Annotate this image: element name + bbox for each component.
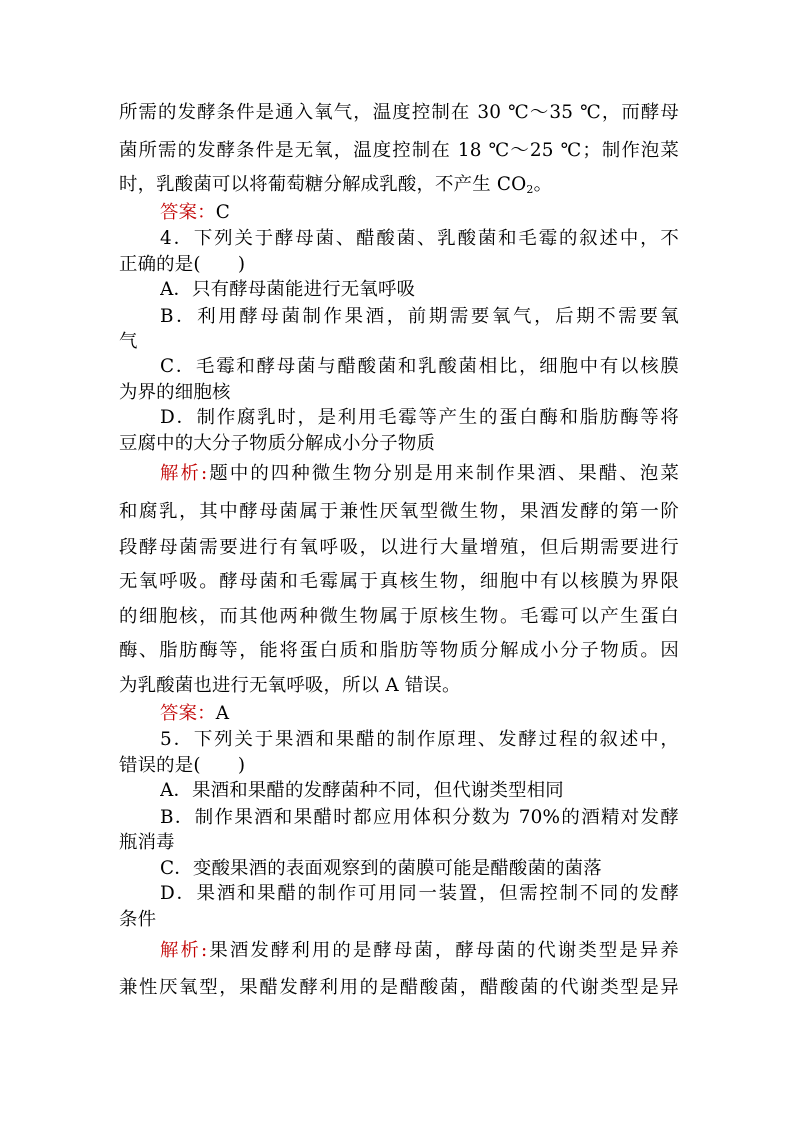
- option-d: 条件: [119, 909, 157, 930]
- option-c: 为界的细胞核: [119, 382, 231, 403]
- subscript: 2: [526, 183, 534, 196]
- question-stem: 5．下列关于果酒和果醋的制作原理、发酵过程的叙述中，: [160, 729, 679, 750]
- option-b: B．利用酵母菌制作果酒，前期需要氧气，后期不需要氧: [160, 306, 679, 327]
- option-d: 豆腐中的大分子物质分解成小分子物质: [119, 433, 436, 454]
- question-stem: 错误的是( ): [119, 755, 246, 776]
- option-c: C．毛霉和酵母菌与醋酸菌和乳酸菌相比，细胞中有以核膜: [160, 356, 679, 377]
- option-d: D．制作腐乳时，是利用毛霉等产生的蛋白酶和脂肪酶等将: [160, 407, 679, 428]
- answer-line: [160, 702, 679, 726]
- option-b: B．制作果酒和果醋时都应用体积分数为 70%的酒精对发酵: [160, 807, 679, 828]
- analysis-line: 的细胞核，而其他两种微生物属于原核生物。毛霉可以产生蛋白: [119, 606, 679, 627]
- analysis-label: 解析:: [160, 463, 208, 484]
- answer-value: C: [215, 202, 231, 223]
- analysis-line: 酶、脂肪酶等，能将蛋白质和脂肪等物质分解成小分子物质。因: [119, 640, 679, 661]
- answer-line: [160, 201, 679, 225]
- option-a: A．果酒和果醋的发酵菌种不同，但代谢类型相同: [160, 780, 564, 801]
- analysis-line: 解析:题中的四种微生物分别是用来制作果酒、果醋、泡菜: [160, 463, 679, 484]
- text-line: 时，乳酸菌可以将葡萄糖分解成乳酸，不产生 $CO_2$。: [119, 174, 553, 196]
- question-stem: 正确的是( ): [119, 254, 246, 275]
- answer-value: A: [215, 703, 230, 724]
- option-b: 气: [119, 331, 138, 352]
- answer-label: 答案：: [160, 202, 216, 223]
- text-line: 所需的发酵条件是通入氧气，温度控制在 30 ℃～35 ℃，而酵母: [119, 102, 679, 123]
- question-stem: 4．下列关于酵母菌、醋酸菌、乳酸菌和毛霉的叙述中，不: [160, 228, 679, 249]
- analysis-line: 解析:果酒发酵利用的是酵母菌，酵母菌的代谢类型是异养: [160, 940, 679, 961]
- analysis-label: 解析:: [160, 940, 208, 961]
- option-d: D．果酒和果醋的制作可用同一装置，但需控制不同的发酵: [160, 883, 679, 904]
- option-a: A．只有酵母菌能进行无氧呼吸: [160, 279, 416, 300]
- text-line: 菌所需的发酵条件是无氧，温度控制在 18 ℃～25 ℃；制作泡菜: [119, 140, 679, 161]
- option-b: 瓶消毒: [119, 832, 175, 853]
- analysis-line: 为乳酸菌也进行无氧呼吸，所以 A 错误。: [119, 675, 461, 696]
- analysis-line: 无氧呼吸。酵母菌和毛霉属于真核生物，细胞中有以核膜为界限: [119, 571, 679, 592]
- analysis-line: 段酵母菌需要进行有氧呼吸，以进行大量增殖，但后期需要进行: [119, 537, 679, 558]
- analysis-line: 兼性厌氧型，果醋发酵利用的是醋酸菌，醋酸菌的代谢类型是异: [119, 977, 679, 998]
- analysis-line: 和腐乳，其中酵母菌属于兼性厌氧型微生物，果酒发酵的第一阶: [119, 501, 679, 522]
- option-c: C．变酸果酒的表面观察到的菌膜可能是醋酸菌的菌落: [160, 858, 602, 879]
- answer-label: 答案：: [160, 703, 216, 724]
